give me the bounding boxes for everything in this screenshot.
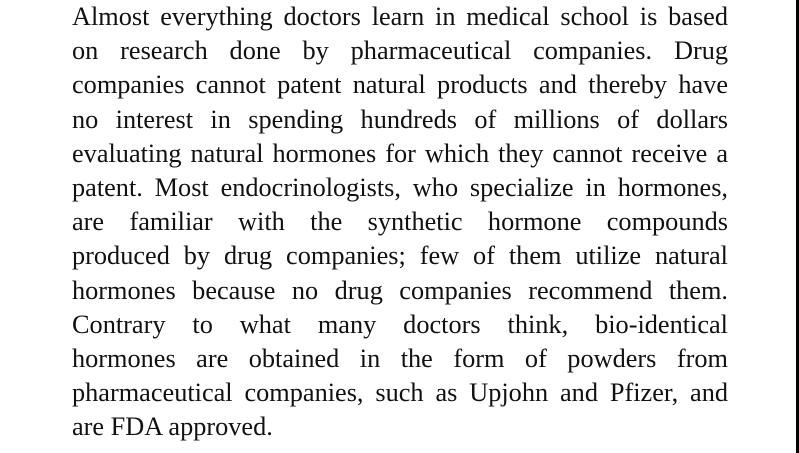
paragraph-line: on research done by pharmaceutical companies. Drug	[72, 36, 728, 66]
paragraph-line: evaluating natural hormones for which they cannot receive a	[72, 138, 728, 168]
paragraph-line: Almost everything doctors learn in medical school is based	[72, 2, 728, 31]
body-paragraph	[72, 0, 728, 444]
paragraph-line: produced by drug companies; few of them utilize natural	[72, 241, 728, 271]
paragraph-line: are FDA approved.	[72, 412, 273, 442]
paragraph-line: Contrary to what many doctors think, bio-identical	[72, 309, 728, 339]
paragraph-line: hormones because no drug companies recommend them.	[72, 275, 728, 305]
paragraph-line: hormones are obtained in the form of powders from	[72, 343, 728, 373]
paragraph-line: pharmaceutical companies, such as Upjohn and Pfizer, and	[72, 378, 728, 408]
paragraph-line: companies cannot patent natural products and thereby have	[72, 70, 728, 100]
paragraph-line: are familiar with the synthetic hormone compounds	[72, 207, 728, 237]
paragraph-line: no interest in spending hundreds of millions of dollars	[72, 104, 728, 134]
paragraph-line: patent. Most endocrinologists, who specialize in hormones,	[72, 172, 728, 202]
